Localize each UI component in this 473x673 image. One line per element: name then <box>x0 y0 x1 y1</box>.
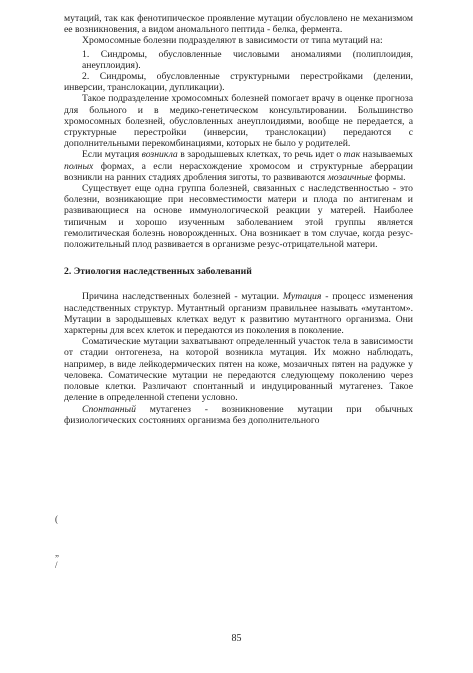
list-item-numeric: 1. Синдромы, обусловленные числовыми аномалиями (полиплоидия, анеуплоидия). <box>82 48 413 71</box>
text-run: мутагенез - возникновение мутации при обычных физиологических состояниях организма без дополнительного <box>64 403 413 426</box>
text-run: формах, а если нерасхождение хромосом и структурные аберрации возникли на ранних стадиях дробления зиготы, то развиваются <box>64 160 413 183</box>
text-run: в зародышевых клетках, то речь идет о <box>177 149 344 161</box>
paragraph-1: мутаций, так как фенотипическое проявление мутации обусловлено не механизмом ее возникновения, а видом аномального пептида - белка, фермента. <box>64 13 413 36</box>
paragraph-9: Соматические мутации захватывают определенный участок тела в зависимости от стадии онтогенеза, на которой возникла мутация. Их можно наблюдать, например, в виде лейкодермических пятен на коже, мозаичных пятен на радужке у человека. Соматические мутации не передаются следующему поколению через половые клетки. Различают спонтанный и индуцированный мутагенез. Такое деление в определенной степени условно. <box>64 336 413 404</box>
text-run: формы. <box>372 171 406 183</box>
paragraph-5: Такое подразделение хромосомных болезней помогает врачу в оценке прогноза для больного и в медико-генетическом консультировании. Большинство хромосомных болезней, обусловленных анеуплоидиями, вообще не передается, а структурные перестройки (инверсии, транслокации) передаются с дополнительными перекомбинациями, которых не было у родителей. <box>64 93 413 150</box>
margin-mark: „ <box>55 548 59 558</box>
text-run: - процесс изменения наследственных структур. Мутантный организм правильнее называть «мутантом». Мутации в зародышевых клетках ведут к развитию мутантного организма. Они харктерны для всех клеток и передаются из поколения в поколение. <box>64 291 413 337</box>
paragraph-7: Существует еще одна группа болезней, связанных с наследственностью - это болезни, возникающие при несовместимости матери и плода по антигенам и развивающиеся на основе иммунологической реакции у матерей. Наиболее типичным и хорошо изученным заболеванием этой группы является гемолитическая болезнь новорожденных. Она возникает в том случае, когда резус-положительный плод развивается в организме резус-отрицательной матери. <box>64 183 413 251</box>
paragraph-10 <box>64 404 413 426</box>
paragraph-2: Хромосомные болезни подразделяют в зависимости от типа мутаций на: <box>82 35 383 47</box>
emphasis: возникла <box>141 149 178 161</box>
text-run: Если мутация <box>82 149 142 161</box>
paragraph-8 <box>64 291 413 336</box>
emphasis: полных <box>64 160 94 172</box>
margin-mark: ( <box>55 514 58 524</box>
emphasis: мозаичные <box>327 171 373 183</box>
list-item-structural: 2. Синдромы, обусловленные структурными перестройками (делении, инверсии, транслокации, дупликации). <box>64 71 413 94</box>
text-run: Причина наследственных болезней - мутации. <box>82 291 283 303</box>
section-heading: 2. Этиология наследственных заболеваний <box>64 266 252 278</box>
emphasis: Мутация <box>282 291 322 303</box>
emphasis: Спонтанный <box>82 403 136 415</box>
text-run: называемых <box>360 149 413 161</box>
margin-mark: / <box>55 560 58 570</box>
text-column <box>64 13 413 426</box>
page-number: 85 <box>231 633 242 644</box>
paragraph-6 <box>64 149 413 183</box>
emphasis: так <box>343 149 361 161</box>
